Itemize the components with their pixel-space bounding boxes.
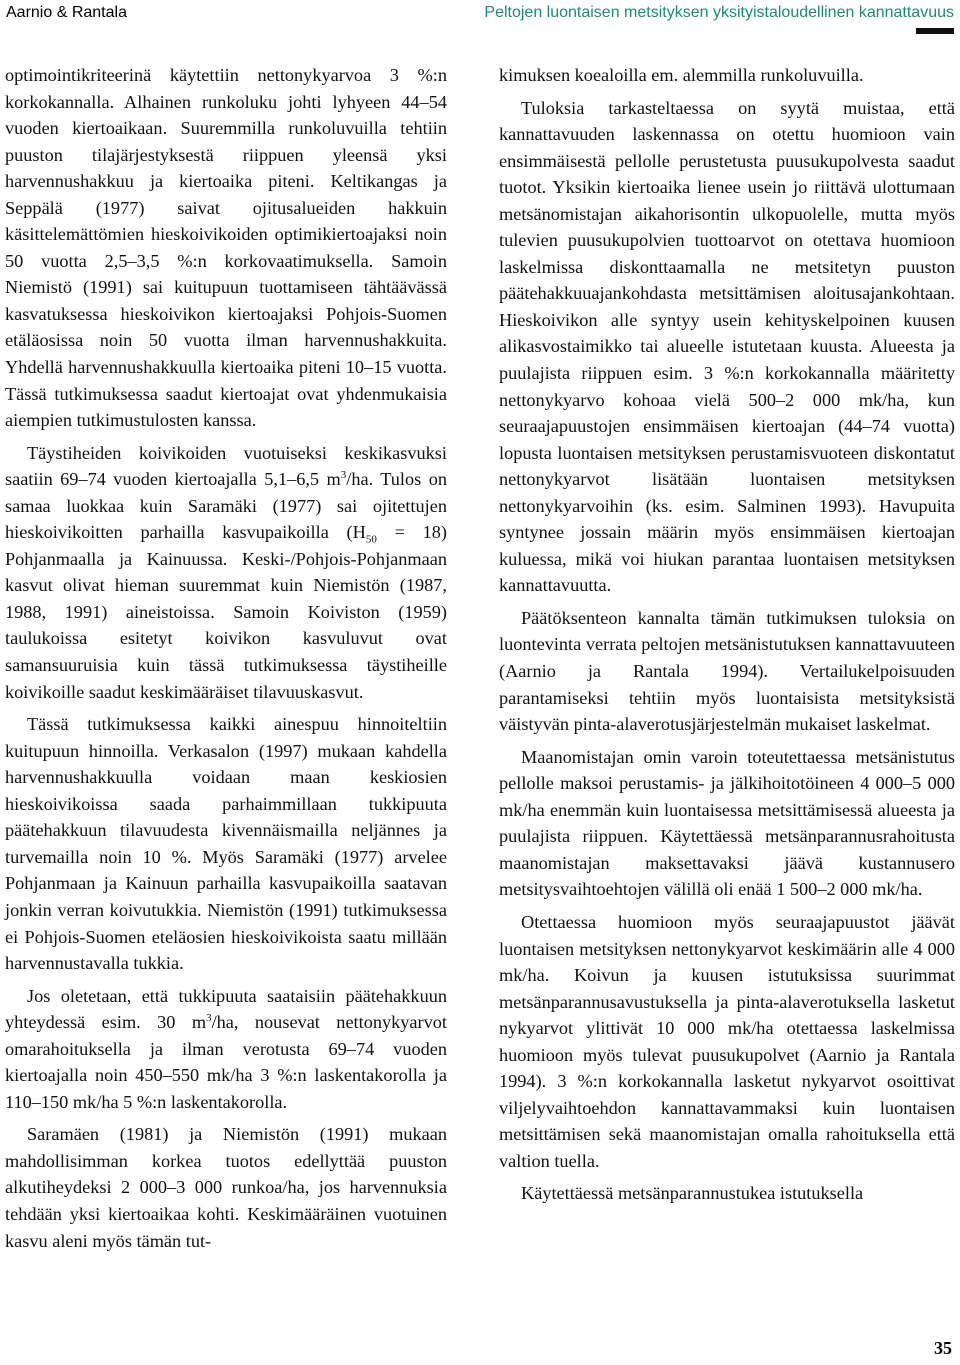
paragraph: Otettaessa huomioon myös seuraajapuustot jäävät luontaisen metsityksen nettonykyarvot keskimäärin alle 4 000 mk/ha. Koivun ja kuusen istutuksissa suurimmat metsänparannusavustuksella ja pinta-alaverotuksella lasketut nykyarvot ylittivät 10 000 mk/ha otettaessa laskelmissa huomioon myös tulevat puusukupolvet (Aarnio ja Rantala 1994). 3 %:n korkokannalla lasketut nykyarvot osoittivat viljelyvaihtoehdon kannattavammaksi kuin luontaisen metsittämisen sekä maanomistajan omalla rahoituksella että valtion tuella. [499, 911, 955, 1171]
paragraph: Tuloksia tarkasteltaessa on syytä muistaa, että kannattavuuden laskennassa on otettu huomioon vain ensimmäisestä pellolle perustetusta puusukupolvesta saadut tuotot. Yksikin kiertoaika lienee usein jo riittävä ulottumaan metsänomistajan aikahorisontin ulkopuolelle, mutta myös tulevien puusukupolvien tuottoarvot on otettava huomioon laskelmissa diskonttaamalla ne metsitetyn puuston päätehakkuuajankohdasta metsittämisen aloitusajankohtaan. Hieskoivikon alle syntyy usein kehityskelpoinen kuusen alikasvostaimikko tai alueelle istutetaan kuusta. Alueesta ja puulajista riippuen esim. 3 %:n korkokannalla määritetty nettonykyarvo kohoaa vielä 500–2 000 mk/ha, kun seuraajapuustojen ensimmäisen kiertoajan (44–74 vuotta) lopusta luontaisen metsityksen perustamisvuoteen diskontatut nettonykyarvot lisätään luontaisen metsityksen nettonykyarvoihin (ks. esim. Salminen 1993). Havupuita syntynee jossain määrin myös ensimmäisen kiertoajan kuluessa, mikä voi hiukan parantaa luontaisen metsityksen kannattavuutta. [499, 97, 955, 596]
page-number: 35 [934, 1338, 952, 1358]
header-bar [916, 28, 954, 34]
paragraph: Päätöksenteon kannalta tämän tutkimuksen tuloksia on luontevinta verrata peltojen metsänistutuksen kannattavuuteen (Aarnio ja Rantala 1994). Vertailukelpoisuuden parantamiseksi tehtiin myös luontaisista metsityksistä väistyvän pinta-alaverotusjärjestelmän mukaiset laskelmat. [499, 607, 955, 735]
header-running-title: Peltojen luontaisen metsityksen yksityistaloudellinen kannattavuus [484, 4, 954, 21]
paragraph: Käytettäessä metsänparannustukea istutuksella [521, 1183, 864, 1204]
header-authors: Aarnio & Rantala [6, 4, 127, 21]
paragraph: Maanomistajan omin varoin toteutettaessa metsänistutus pellolle maksoi perustamis- ja jälkihoitotöineen 4 000–5 000 mk/ha enemmän kuin luontaisessa metsittämisessä alueesta ja puulajista riippuen. Käytettäessä metsänparannusrahoitusta maanomistajan maksettavaksi jäävä kustannusero metsitysvaihtoehtojen välillä oli enää 1 500–2 000 mk/ha. [499, 746, 955, 900]
paragraph: Tässä tutkimuksessa kaikki ainespuu hinnoiteltiin kuitupuun hinnoilla. Verkasalon (1997) mukaan kahdella harvennushakkuulla voidaan maan keskiosien hieskoivikoissa saada parhaimmillaan tukkipuuta päätehakkuun tilavuudesta kivennäismailla neljännes ja turvemailla noin 10 %. Myös Saramäki (1977) arvelee Pohjanmaan ja Kainuun parhailla kasvupaikoilla saatavan jonkin verran koivutukkia. Niemistön (1991) tutkimuksessa ei Pohjois-Suomen eteläosien hieskoivikoista saatu millään harvennustavalla tukkia. [5, 714, 447, 974]
paragraph: Täystiheiden koivikoiden vuotuiseksi keskikasvuksi saatiin 69–74 vuoden kiertoajalla 5,1–6,5 $m^3/ha$. Tulos on samaa luokkaa kuin Saramäki (1977) sai ojitettujen hieskoivikoitten parhailla kasvupaikoilla $(H_{50} = 18)$ Pohjanmaalla ja Kainuussa. Keski-/Pohjois-Pohjanmaan kasvut olivat hieman suuremmat kuin Niemistön (1987, 1988, 1991) aineistoissa. Samoin Koiviston (1959) taulukoissa esitetyt koivikon kasvuluvut ovat samansuuruisia kuin tässä tutkimuksessa täystiheille koivikoille saadut keskimääräiset tilavuuskasvut. [5, 442, 447, 702]
paragraph: optimointikriteerinä käytettiin nettonykyarvoa 3 %:n korkokannalla. Alhainen runkoluku johti lyhyeen 44–54 vuoden kiertoaikaan. Suuremmilla runkoluvuilla tehtiin puuston tilajärjestyksestä riippuen yleensä yksi harvennushakkuu ja kiertoaika piteni. Keltikangas ja Seppälä (1977) saivat ojitusalueiden hakkuin käsittelemättömien hieskoivikoiden optimikiertoajaksi noin 50 vuotta 2,5–3,5 %:n korkovaatimuksella. Samoin Niemistö (1991) sai kuitupuun tuottamiseen tähtäävässä kasvatuksessa hieskoivikon kiertoajaksi Pohjois-Suomen etäläosissa noin 50 vuotta ilman harvennushakkuita. Yhdellä harvennushakkuulla kiertoaika piteni 10–15 vuotta. Tässä tutkimuksessa saadut kiertoajat ovat yhdenmukaisia aiempien tutkimustulosten kanssa. [5, 65, 447, 431]
paragraph: Saramäen (1981) ja Niemistön (1991) mukaan mahdollisimman korkea tuotos edellyttää puuston alkutiheydeksi 2 000–3 000 runkoa/ha, jos harvennuksia tehdään yksi kiertoaikaa kohti. Keskimääräinen vuotuinen kasvu aleni myös tämän tut- [5, 1124, 447, 1251]
paragraph: Jos oletetaan, että tukkipuuta saataisiin päätehakkuun yhteydessä esim. 30 $m^3/ha$, nousevat nettonykyarvot omarahoituksella ja ilman verotusta 69–74 vuoden kiertoajalla noin 450–550 mk/ha 3 %:n laskentakorolla ja 110–150 mk/ha 5 %:n laskentakorolla. [5, 985, 447, 1112]
left-column [5, 62, 447, 1254]
paragraph: kimuksen koealoilla em. alemmilla runkoluvuilla. [499, 65, 864, 85]
page-header [0, 0, 960, 40]
right-column [499, 62, 955, 1207]
